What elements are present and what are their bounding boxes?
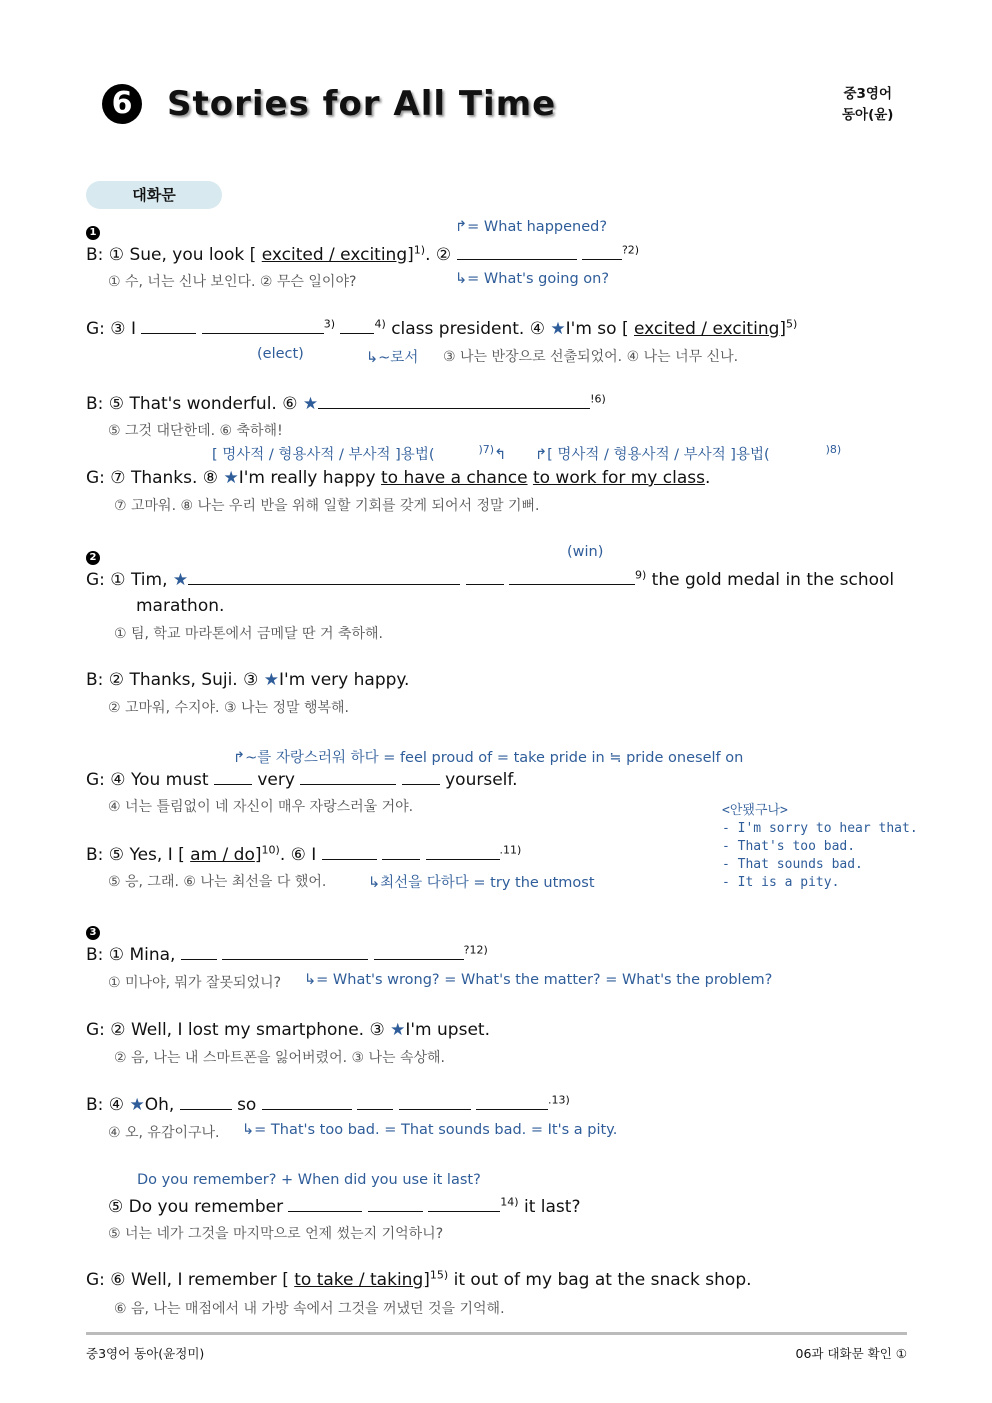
page-title: Stories for All Time — [167, 84, 557, 124]
side-note-item: - It is a pity. — [722, 875, 840, 890]
blank-2b[interactable] — [582, 244, 622, 260]
d2-ko-4: ⑤ 응, 그래. ⑥ 나는 최선을 다 했어. — [108, 874, 327, 890]
part-marker-2: 2 — [86, 545, 100, 565]
star-icon: ★ — [172, 570, 189, 590]
arrow-icon: ↳ — [242, 1122, 255, 1138]
d2-line-2: B: ② Thanks, Suji. ③ ★I'm very happy. — [86, 670, 410, 690]
arrow-icon: ↳ — [368, 875, 381, 891]
arrow-icon: ↳ — [304, 972, 317, 988]
d1-line-2: G: ③ I $^{3)}$ $^{4)}$ class president. ④ ★I'm so [ excited / exciting]$^{5)}$ — [86, 317, 798, 339]
hint-remember: Do you remember? + When did you use it last? — [137, 1172, 481, 1188]
d2-line-3: G: ④ You must very yourself. — [86, 770, 518, 790]
usage-choice-8: ↱[ 명사적 / 형용사적 / 부사적 ]용법( $^{)8)}$ — [535, 443, 842, 463]
side-note-item: - That's too bad. — [722, 839, 856, 854]
blank-13a[interactable] — [180, 1094, 232, 1110]
hint-whats-wrong: ↳= What's wrong? = What's the matter? = What's the problem? — [304, 972, 773, 988]
arrow-icon: ↳ — [366, 350, 379, 366]
part-marker-1: 1 — [86, 220, 100, 240]
blank-12a[interactable] — [181, 944, 217, 960]
choice-am-do[interactable]: am / do — [190, 845, 255, 865]
publisher-label: 동아(윤) — [842, 107, 894, 123]
footer-left: 중3영어 동아(윤정미) — [86, 1346, 205, 1361]
header-meta — [842, 84, 893, 126]
d1-ko-1: ① 수, 너는 신나 보인다. ② 무슨 일이야? — [108, 274, 357, 290]
hint-too-bad: ↳= That's too bad. = That sounds bad. = It's a pity. — [242, 1122, 618, 1138]
blank-must[interactable] — [214, 769, 252, 785]
d3-ko-1: ① 미나야, 뭐가 잘못되었니? — [108, 975, 282, 991]
d3-ko-3: ④ 오, 유감이구나. — [108, 1125, 220, 1141]
blank-9c[interactable] — [509, 569, 635, 585]
blank-12c[interactable] — [374, 944, 464, 960]
blank-13e[interactable] — [476, 1094, 548, 1110]
d3-line-5: G: ⑥ Well, I remember [ to take / taking]$^{15)}$ it out of my bag at the snack shop. — [86, 1268, 752, 1290]
star-icon: ★ — [263, 670, 280, 690]
star-icon: ★ — [129, 1095, 145, 1115]
usage-choice-7: [ 명사적 / 형용사적 / 부사적 ]용법( $^{)7)}$↰ — [212, 443, 507, 463]
d2-ko-1: ① 팀, 학교 마라톤에서 금메달 딴 거 축하해. — [114, 626, 383, 642]
choice-excited-2[interactable]: excited / exciting — [634, 319, 780, 339]
blank-11a[interactable] — [322, 844, 377, 860]
blank-13d[interactable] — [399, 1094, 471, 1110]
arrow-icon: ↱ — [233, 750, 246, 766]
d3-line-3: B: ④ ★Oh, so $^{.13)}$ — [86, 1093, 570, 1115]
blank-4[interactable] — [340, 318, 374, 334]
hint-what-happened: ↱= What happened? — [455, 219, 608, 235]
star-icon: ★ — [390, 1020, 406, 1040]
side-note-title: <안됐구나> — [722, 803, 788, 818]
d3-ko-5: ⑥ 음, 나는 매점에서 내 가방 속에서 그것을 꺼냈던 것을 기억해. — [114, 1301, 505, 1317]
blank-3a[interactable] — [141, 318, 196, 334]
hint-elect: (elect) — [257, 346, 304, 362]
d2-ko-2: ② 고마워, 수지야. ③ 나는 정말 행복해. — [108, 700, 349, 716]
blank-13b[interactable] — [262, 1094, 352, 1110]
blank-2a[interactable] — [457, 244, 577, 260]
d3-ko-4: ⑤ 너는 네가 그것을 마지막으로 언제 썼는지 기억하니? — [108, 1226, 444, 1242]
d3-line-2: G: ② Well, I lost my smartphone. ③ ★I'm upset. — [86, 1020, 490, 1040]
footer-right: 06과 대화문 확인 ① — [795, 1346, 907, 1361]
arrow-icon: ↳ — [455, 271, 468, 287]
d2-ko-3: ④ 너는 틀림없이 네 자신이 매우 자랑스러울 거야. — [108, 799, 414, 815]
blank-11c[interactable] — [426, 844, 500, 860]
d1-ko-2: ③ 나는 반장으로 선출되었어. ④ 나는 너무 신나. — [443, 349, 739, 365]
star-icon: ★ — [302, 394, 319, 414]
blank-11b[interactable] — [382, 844, 420, 860]
blank-14a[interactable] — [288, 1196, 362, 1212]
lesson-number-badge: 6 — [102, 84, 142, 124]
hint-whats-going-on: ↳= What's going on? — [455, 271, 610, 287]
d3-line-1: B: ① Mina, $^{?12)}$ — [86, 943, 488, 965]
d3-line-4: ⑤ Do you remember $^{14)}$ it last? — [108, 1195, 581, 1217]
hint-best: ↳최선을 다하다 = try the utmost — [368, 875, 595, 891]
blank-9b[interactable] — [466, 569, 504, 585]
choice-take-taking[interactable]: to take / taking — [294, 1270, 424, 1290]
d2-line-4: B: ⑤ Yes, I [ am / do]$^{10)}$. ⑥ I $^{.11)}$ — [86, 843, 522, 865]
part-marker-3: 3 — [86, 920, 100, 940]
d2-line-1: G: ① Tim, ★ $^{9)}$ the gold medal in the school — [86, 568, 895, 590]
choice-excited-1[interactable]: excited / exciting — [261, 245, 408, 265]
blank-9a[interactable] — [188, 569, 460, 585]
hint-as: ↳~로서 — [366, 350, 419, 366]
d1-line-3: B: ⑤ That's wonderful. ⑥ ★ $^{!6)}$ — [86, 392, 606, 414]
blank-13c[interactable] — [357, 1094, 393, 1110]
blank-6[interactable] — [318, 393, 590, 409]
d1-line-1: B: ① Sue, you look [ excited / exciting]$^{1)}$. ② $^{?2)}$ — [86, 243, 640, 265]
d3-ko-2: ② 음, 나는 내 스마트폰을 잃어버렸어. ③ 나는 속상해. — [114, 1050, 446, 1066]
d1-line-4: G: ⑦ Thanks. ⑧ ★I'm really happy to have a chance to work for my class. — [86, 468, 711, 488]
star-icon: ★ — [223, 468, 239, 488]
blank-14c[interactable] — [428, 1196, 500, 1212]
blank-12b[interactable] — [222, 944, 368, 960]
arrow-icon: ↱ — [535, 447, 548, 463]
hint-proud: ↱~를 자랑스러워 하다 = feel proud of = take pride in ≒ pride oneself on — [233, 750, 744, 766]
footer-divider — [86, 1332, 907, 1335]
star-icon: ★ — [550, 319, 566, 339]
blank-14b[interactable] — [368, 1196, 423, 1212]
d1-ko-4: ⑦ 고마워. ⑧ 나는 우리 반을 위해 일할 기회를 갖게 되어서 정말 기뻐. — [114, 498, 540, 514]
arrow-icon: ↱ — [455, 219, 468, 235]
side-note-item: - I'm sorry to hear that. — [722, 821, 918, 836]
grade-label: 중3영어 — [843, 86, 892, 102]
blank-3b[interactable] — [202, 318, 324, 334]
blank-proud-2[interactable] — [402, 769, 440, 785]
side-note-sorry — [722, 802, 918, 892]
d1-ko-3: ⑤ 그것 대단한데. ⑥ 축하해! — [108, 423, 283, 439]
d2-line-1-cont: marathon. — [136, 596, 225, 616]
blank-proud-1[interactable] — [300, 769, 396, 785]
section-label: 대화문 — [86, 181, 222, 209]
arrow-icon: ↰ — [494, 447, 507, 463]
hint-win: (win) — [567, 544, 604, 560]
side-note-item: - That sounds bad. — [722, 857, 863, 872]
